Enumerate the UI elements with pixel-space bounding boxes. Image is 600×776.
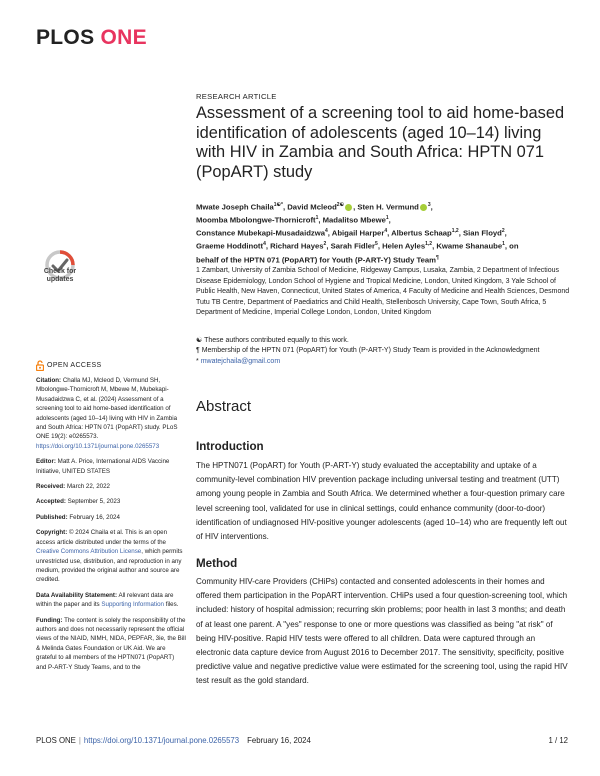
editor-label: Editor: [36, 458, 56, 466]
supporting-info-link[interactable]: Supporting Information [101, 601, 164, 609]
study-team: behalf of the HPTN 071 (PopART) for Youth (P-ART-Y) Study Team [196, 255, 437, 265]
badge-line-1: Check for [43, 268, 77, 275]
author-name[interactable]: Mwate Joseph Chaila [196, 202, 274, 212]
membership-note: ¶ Membership of the HPTN 071 (PopART) for Youth (P-ART-Y) Study Team is provided in the Acknowledgment [196, 347, 540, 355]
accepted-date: September 5, 2023 [67, 498, 121, 506]
published-date: February 16, 2024 [69, 513, 120, 521]
footer-journal: PLOS ONE [36, 736, 76, 745]
author-affil: 1,2 [425, 241, 433, 248]
funding-label: Funding: [36, 616, 63, 624]
data-availability-end: files. [165, 601, 179, 609]
author-affil: ¶ [436, 254, 439, 261]
author-affil: 2 [323, 241, 327, 248]
article-title: Assessment of a screening tool to aid home-based identification of adolescents (aged 10–14) living with HIV in Zambia and South Africa: HPTN 071 (PopART) study [196, 104, 565, 181]
logo-one: ONE [100, 26, 147, 49]
author-name[interactable]: , Helen Ayles [377, 242, 426, 252]
author-separator: , [504, 228, 507, 238]
author-notes [196, 336, 574, 367]
editor-text: Matt A. Price, International AIDS Vaccine Initiative, UNITED STATES [36, 458, 170, 475]
citation-text: Challa MJ, Mcleod D, Vermund SH, Mbolongwe-Thornicroft M, Mbewe M, Mubekapi-Musadaidzwa C, et al. (2024) Assessment of a screening tool to aid home-based identification of adolescents (aged 10–14) living with HIV in Zambia and South Africa: HPTN 071 (PopART) study. PLoS ONE 19(2): e0265573. [36, 377, 178, 441]
orcid-icon[interactable] [420, 204, 427, 211]
footer-doi-link[interactable]: https://doi.org/10.1371/journal.pone.0265573 [83, 736, 240, 745]
received-date: March 22, 2022 [66, 483, 110, 491]
author-affil: 5 [375, 241, 378, 248]
article-type: RESEARCH ARTICLE [196, 92, 277, 101]
email-link[interactable]: mwatejchaila@gmail.com [200, 357, 281, 365]
author-affil: 1☯* [273, 202, 283, 208]
method-heading: Method [196, 557, 238, 570]
citation-block [36, 376, 186, 451]
author-affil: 1 [315, 215, 319, 222]
abstract-heading: Abstract [196, 398, 252, 415]
citation-doi-link[interactable]: https://doi.org/10.1371/journal.pone.0265573 [36, 442, 160, 450]
open-access-badge [36, 360, 186, 371]
author-affil: 2 [501, 228, 505, 235]
author-name[interactable]: Graeme Hoddinott [196, 242, 264, 252]
author-affil: 3 [427, 202, 431, 208]
check-for-updates-icon[interactable] [36, 236, 84, 294]
method-text: Community HIV-care Providers (CHiPs) contacted and consented adolescents in their homes and offered them participation in the PopART intervention. CHiPs used a four question-screening tool, which included: history of hospital admission; recurring skin problems; poor health in last 3 months; and death of at least one parent. A "yes" response to one or more questions was classified as being "at risk" of being HIV-positive. Rapid HIV tests were offered to all children. Data were captured through an electronic data capture device from August 2016 to December 2017. The sensitivity, specificity, positive predictive value and negative predictive value were estimated for the screening tool, using the rapid HIV test result as the gold standard. [196, 577, 568, 686]
published-block [36, 513, 186, 522]
author-name[interactable]: , Sarah Fidler [326, 242, 376, 252]
corresponding-email [196, 357, 574, 367]
footer-separator: | [78, 736, 81, 745]
received-label: Received: [36, 483, 66, 491]
citation-label: Citation: [36, 377, 62, 384]
author-affil: 2☯ [336, 202, 345, 208]
orcid-icon[interactable] [345, 204, 352, 211]
author-list [196, 200, 576, 266]
page-footer [36, 736, 568, 745]
author-name[interactable]: Moomba Mbolongwe-Thornicroft [196, 215, 316, 225]
author-name[interactable]: , Richard Hayes [265, 242, 324, 252]
open-access-lock-icon [36, 360, 44, 371]
journal-logo[interactable] [36, 26, 147, 50]
author-affil: 4 [325, 228, 328, 235]
author-name[interactable]: , Kwame Shanaube [432, 242, 503, 252]
license-link[interactable]: Creative Commons Attribution License [36, 548, 142, 556]
author-separator: , [430, 202, 433, 212]
check-for-updates-label[interactable] [36, 268, 84, 285]
author-name[interactable]: , Abigail Harper [327, 228, 385, 238]
copyright-label: Copyright: [36, 529, 68, 537]
author-affil: 4 [263, 241, 266, 248]
copyright-block [36, 528, 186, 584]
introduction-heading: Introduction [196, 440, 264, 453]
copyright-text-end: , which permits unrestricted use, distribution, and reproduction in any medium, provided the original author and source are credited. [36, 548, 183, 584]
author-affil: 1 [502, 241, 505, 248]
email-prefix: * [196, 357, 199, 365]
page-number: 1 / 12 [548, 736, 568, 745]
affiliations: 1 Zambart, University of Zambia School of Medicine, Ridgeway Campus, Lusaka, Zambia, 2 Department of Infectious Disease Epidemiology, London School of Hygiene and Tropical Medicine, London, United Kingdom, 3 Yale School of Public Health, New Haven, Connecticut, United States of America, 4 Faculty of Medicine and Health Sciences, Desmond Tutu TB Centre, Department of Paediatrics and Child Health, Stellenbosch University, Cape Town, South Africa, 5 Department of Medicine, Imperial College London, London, United Kingdom [196, 267, 570, 317]
badge-line-2: updates [46, 276, 74, 284]
equal-contribution-note: ☯ These authors contributed equally to this work. [196, 337, 349, 344]
published-label: Published: [36, 513, 68, 521]
editor-block [36, 457, 186, 476]
author-name[interactable]: , Madalitso Mbewe [318, 215, 386, 225]
author-name[interactable]: , Albertus Schaap [387, 228, 452, 238]
data-availability-text: All relevant data are within the paper and its [36, 591, 174, 609]
logo-plos: PLOS [36, 26, 95, 49]
author-affil: 1 [385, 215, 389, 222]
footer-date: February 16, 2024 [247, 736, 311, 745]
received-block [36, 482, 186, 491]
introduction-text: The HPTN071 (PopART) for Youth (P-ART-Y) study evaluated the acceptability and uptake of a community-level combination HIV prevention package including universal testing and treatment (UTT) among young people in Zambia and South Africa. We determined whether a four-question primary care level screening tool, validated for use in clinical settings, could enhance community (door-to-door) identification of undiagnosed HIV-positive younger adolescents (aged 10–14) who are frequently left out of HIV interventions. [196, 461, 567, 542]
author-separator: , on [504, 242, 519, 252]
author-name[interactable]: , Sian Floyd [458, 228, 502, 238]
author-affil: 4 [384, 228, 388, 235]
author-affil: 1,2 [451, 228, 459, 235]
funding-block [36, 616, 186, 672]
accepted-label: Accepted: [36, 498, 66, 506]
author-separator: , [388, 215, 391, 225]
open-access-label: OPEN ACCESS [47, 361, 102, 369]
data-availability-block [36, 591, 186, 610]
funding-text: The content is solely the responsibility of the authors and does not necessarily represent the official views of the NIAID, NIMH, NIDA, PEPFAR, 3ie, the Bill & Melinda Gates Foundation or UK Aid. We are grateful to all members of the HPTN071 (PopART) and P-ART-Y Study Teams, and to the [36, 616, 186, 671]
accepted-block [36, 497, 186, 506]
author-name[interactable]: , Sten H. Vermund [353, 202, 419, 212]
data-availability-label: Data Availability Statement: [36, 591, 118, 599]
article-info-sidebar [36, 360, 186, 678]
author-name[interactable]: , David Mcleod [282, 202, 337, 212]
author-name[interactable]: Constance Mubekapi-Musadaidzwa [196, 228, 326, 238]
copyright-text: © 2024 Chaila et al. This is an open access article distributed under the terms of the [36, 529, 168, 546]
